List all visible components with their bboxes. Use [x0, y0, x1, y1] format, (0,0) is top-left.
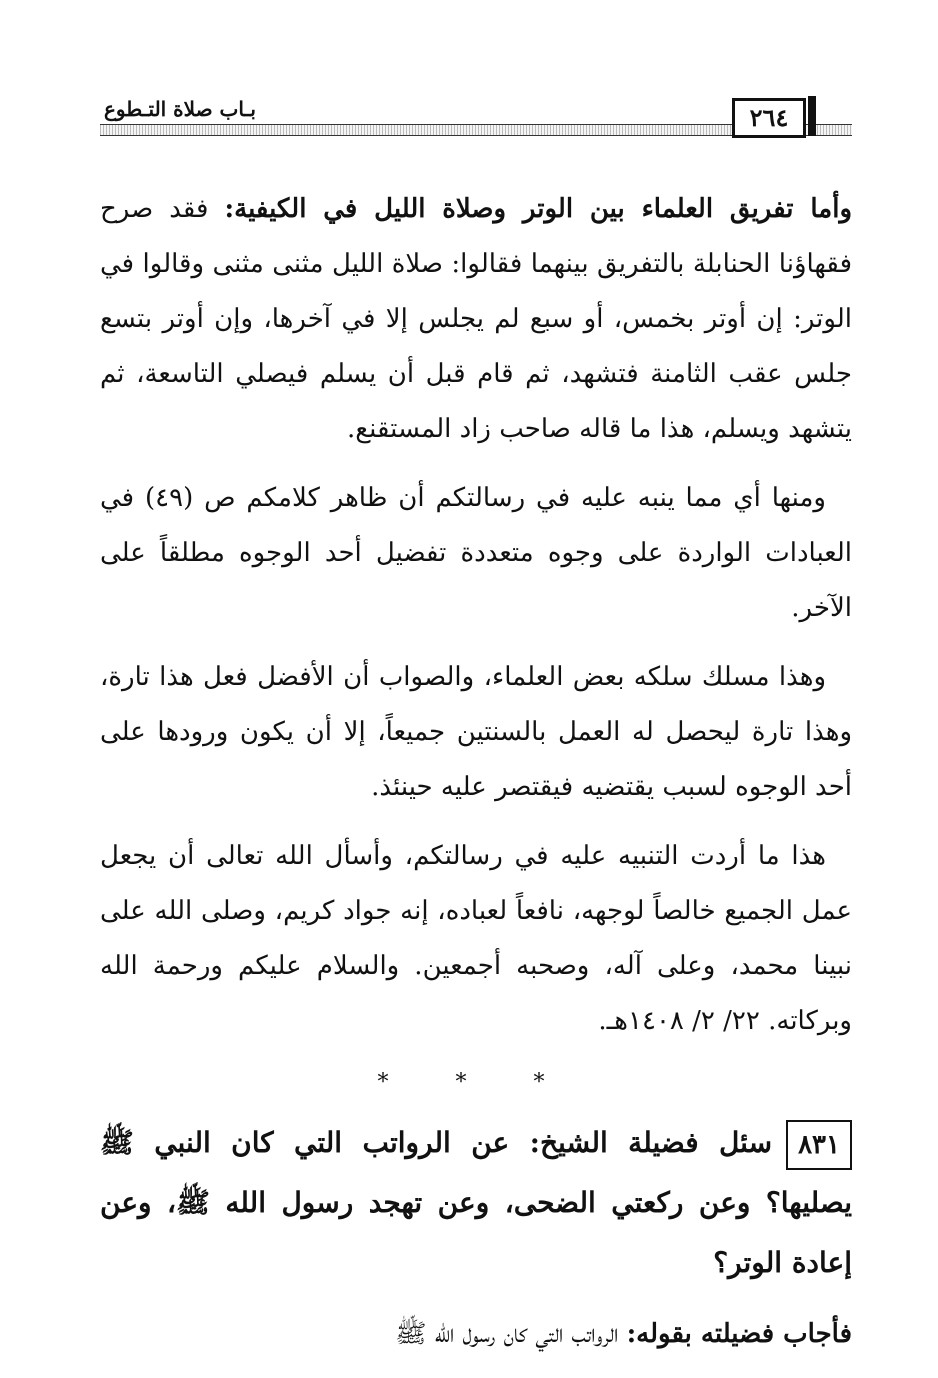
section-separator: * * * [377, 1070, 575, 1095]
page-body [100, 182, 852, 1376]
paragraph-2: ومنها أي مما ينبه عليه في رسالتكم أن ظاهر كلامكم ص (٤٩) في العبادات الواردة على وجوه متعددة تفضيل أحد الوجوه مطلقاً على الآخر. [100, 483, 852, 623]
paragraph-1-lead: وأما تفريق العلماء بين الوتر وصلاة الليل في الكيفية: [224, 194, 853, 224]
page-number: ٢٦٤ [732, 98, 806, 138]
paragraph-3: وهذا مسلك سلكه بعض العلماء، والصواب أن الأفضل فعل هذا تارة، وهذا تارة ليحصل له العمل بالسنتين جميعاً، إلا أن يكون ورودها على أحد الوجوه لسبب يقتضيه فيقتصر عليه حينئذ. [100, 662, 852, 802]
answer-block [100, 1307, 852, 1362]
page-header [100, 96, 852, 146]
paragraph-1-text: فقد صرح فقهاؤنا الحنابلة بالتفريق بينهما فقالوا: صلاة الليل مثنى مثنى وقالوا في الوتر: إن أوتر بخمس، أو سبع لم يجلس إلا في آخرها، وإن أوتر بتسع جلس عقب الثامنة فتشهد، ثم قام قبل أن يسلم فيصلي التاسعة، ثم يتشهد ويسلم، هذا ما قاله صاحب زاد المستقنع. [100, 194, 852, 444]
answer-text: الرواتب التي كان رسول الله ﷺ [395, 1319, 627, 1349]
header-vertical-bar [808, 96, 816, 136]
question-text: سئل فضيلة الشيخ: عن الرواتب التي كان النبي ﷺ يصليها؟ وعن ركعتي الضحى، وعن تهجد رسول الله ﷺ، وعن إعادة الوتر؟ [100, 1126, 852, 1279]
answer-lead: فأجاب فضيلته بقوله: [626, 1319, 852, 1349]
paragraph-4: هذا ما أردت التنبيه عليه في رسالتكم، وأسأل الله تعالى أن يجعل عمل الجميع خالصاً لوجهه، نافعاً لعباده، إنه جواد كريم، وصلى الله على نبينا محمد، وعلى آله، وصحبه أجمعين. والسلام عليكم ورحمة الله وبركاته. ٢٢/ ٢/ ١٤٠٨هـ. [100, 841, 852, 1036]
chapter-title: بـاب صلاة التـطوع [100, 96, 260, 122]
paragraph-1 [100, 182, 852, 457]
question-number: ٨٣١ [786, 1120, 852, 1170]
question-block [100, 1113, 852, 1293]
